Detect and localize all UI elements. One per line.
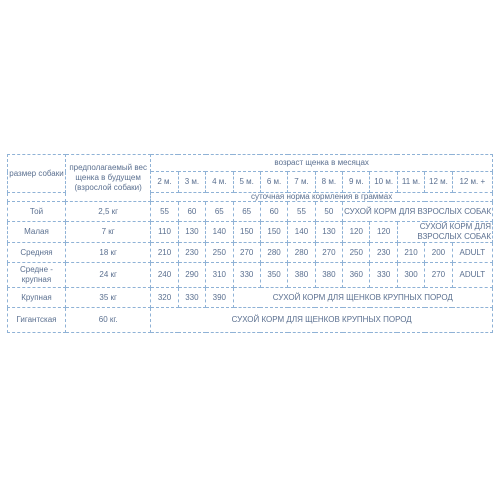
month-header: 12 м. bbox=[425, 172, 452, 193]
value-cell: 310 bbox=[206, 263, 233, 288]
value-cell: 330 bbox=[370, 263, 397, 288]
value-cell: 250 bbox=[206, 243, 233, 263]
weight-cell: 2,5 кг bbox=[65, 202, 150, 222]
size-cell: Малая bbox=[8, 222, 66, 243]
value-cell: 330 bbox=[233, 263, 260, 288]
month-header: 8 м. bbox=[315, 172, 342, 193]
feeding-table bbox=[7, 154, 493, 333]
month-header: 6 м. bbox=[260, 172, 287, 193]
weight-cell: 18 кг bbox=[65, 243, 150, 263]
value-cell: 110 bbox=[151, 222, 178, 243]
weight-cell: 60 кг. bbox=[65, 308, 150, 333]
value-cell: 150 bbox=[260, 222, 287, 243]
month-header: 7 м. bbox=[288, 172, 315, 193]
month-header: 2 м. bbox=[151, 172, 178, 193]
month-header: 4 м. bbox=[206, 172, 233, 193]
value-cell: 60 bbox=[260, 202, 287, 222]
value-cell: 230 bbox=[370, 243, 397, 263]
weight-header: предполагаемый вес щенка в будущем (взрослой собаки) bbox=[65, 155, 150, 202]
value-cell: 280 bbox=[288, 243, 315, 263]
value-cell: 380 bbox=[288, 263, 315, 288]
month-header: 9 м. bbox=[343, 172, 370, 193]
size-header: размер собаки bbox=[8, 155, 66, 193]
weight-cell: 7 кг bbox=[65, 222, 150, 243]
food-note: СУХОЙ КОРМ ДЛЯ ВЗРОСЛЫХ СОБАК bbox=[397, 222, 492, 243]
value-cell: 270 bbox=[425, 263, 452, 288]
size-cell: Крупная bbox=[8, 288, 66, 308]
value-cell: 300 bbox=[397, 263, 424, 288]
value-cell: 150 bbox=[233, 222, 260, 243]
value-cell: 290 bbox=[178, 263, 205, 288]
value-cell: 200 bbox=[425, 243, 452, 263]
value-cell: ADULT bbox=[452, 263, 492, 288]
value-cell: 120 bbox=[370, 222, 397, 243]
table-row bbox=[8, 263, 493, 288]
value-cell: 130 bbox=[178, 222, 205, 243]
value-cell: 250 bbox=[343, 243, 370, 263]
value-cell: 360 bbox=[343, 263, 370, 288]
value-cell: 65 bbox=[233, 202, 260, 222]
month-header: 3 м. bbox=[178, 172, 205, 193]
food-note: СУХОЙ КОРМ ДЛЯ ЩЕНКОВ КРУПНЫХ ПОРОД bbox=[151, 308, 493, 333]
size-cell: Средняя bbox=[8, 243, 66, 263]
age-header: возраст щенка в месяцах bbox=[151, 155, 493, 172]
value-cell: 390 bbox=[206, 288, 233, 308]
table-row bbox=[8, 222, 493, 243]
empty-cell bbox=[8, 193, 66, 202]
value-cell: ADULT bbox=[452, 243, 492, 263]
value-cell: 55 bbox=[288, 202, 315, 222]
food-note: СУХОЙ КОРМ ДЛЯ ВЗРОСЛЫХ СОБАК bbox=[343, 202, 493, 222]
month-header: 11 м. bbox=[397, 172, 424, 193]
size-cell: Той bbox=[8, 202, 66, 222]
value-cell: 280 bbox=[260, 243, 287, 263]
value-cell: 210 bbox=[397, 243, 424, 263]
value-cell: 350 bbox=[260, 263, 287, 288]
value-cell: 140 bbox=[288, 222, 315, 243]
norm-header: суточная норма кормления в граммах bbox=[151, 193, 493, 202]
table-row bbox=[8, 308, 493, 333]
value-cell: 270 bbox=[233, 243, 260, 263]
table-row bbox=[8, 288, 493, 308]
month-header: 12 м. + bbox=[452, 172, 492, 193]
value-cell: 140 bbox=[206, 222, 233, 243]
value-cell: 65 bbox=[206, 202, 233, 222]
header-row bbox=[8, 155, 493, 172]
weight-cell: 35 кг bbox=[65, 288, 150, 308]
value-cell: 60 bbox=[178, 202, 205, 222]
month-header: 5 м. bbox=[233, 172, 260, 193]
value-cell: 330 bbox=[178, 288, 205, 308]
table-row bbox=[8, 243, 493, 263]
value-cell: 50 bbox=[315, 202, 342, 222]
size-cell: Средне - крупная bbox=[8, 263, 66, 288]
size-cell: Гигантская bbox=[8, 308, 66, 333]
value-cell: 120 bbox=[343, 222, 370, 243]
value-cell: 320 bbox=[151, 288, 178, 308]
weight-cell: 24 кг bbox=[65, 263, 150, 288]
value-cell: 210 bbox=[151, 243, 178, 263]
value-cell: 55 bbox=[151, 202, 178, 222]
value-cell: 270 bbox=[315, 243, 342, 263]
month-header: 10 м. bbox=[370, 172, 397, 193]
value-cell: 380 bbox=[315, 263, 342, 288]
value-cell: 130 bbox=[315, 222, 342, 243]
table-row bbox=[8, 202, 493, 222]
value-cell: 240 bbox=[151, 263, 178, 288]
food-note: СУХОЙ КОРМ ДЛЯ ЩЕНКОВ КРУПНЫХ ПОРОД bbox=[233, 288, 493, 308]
value-cell: 230 bbox=[178, 243, 205, 263]
